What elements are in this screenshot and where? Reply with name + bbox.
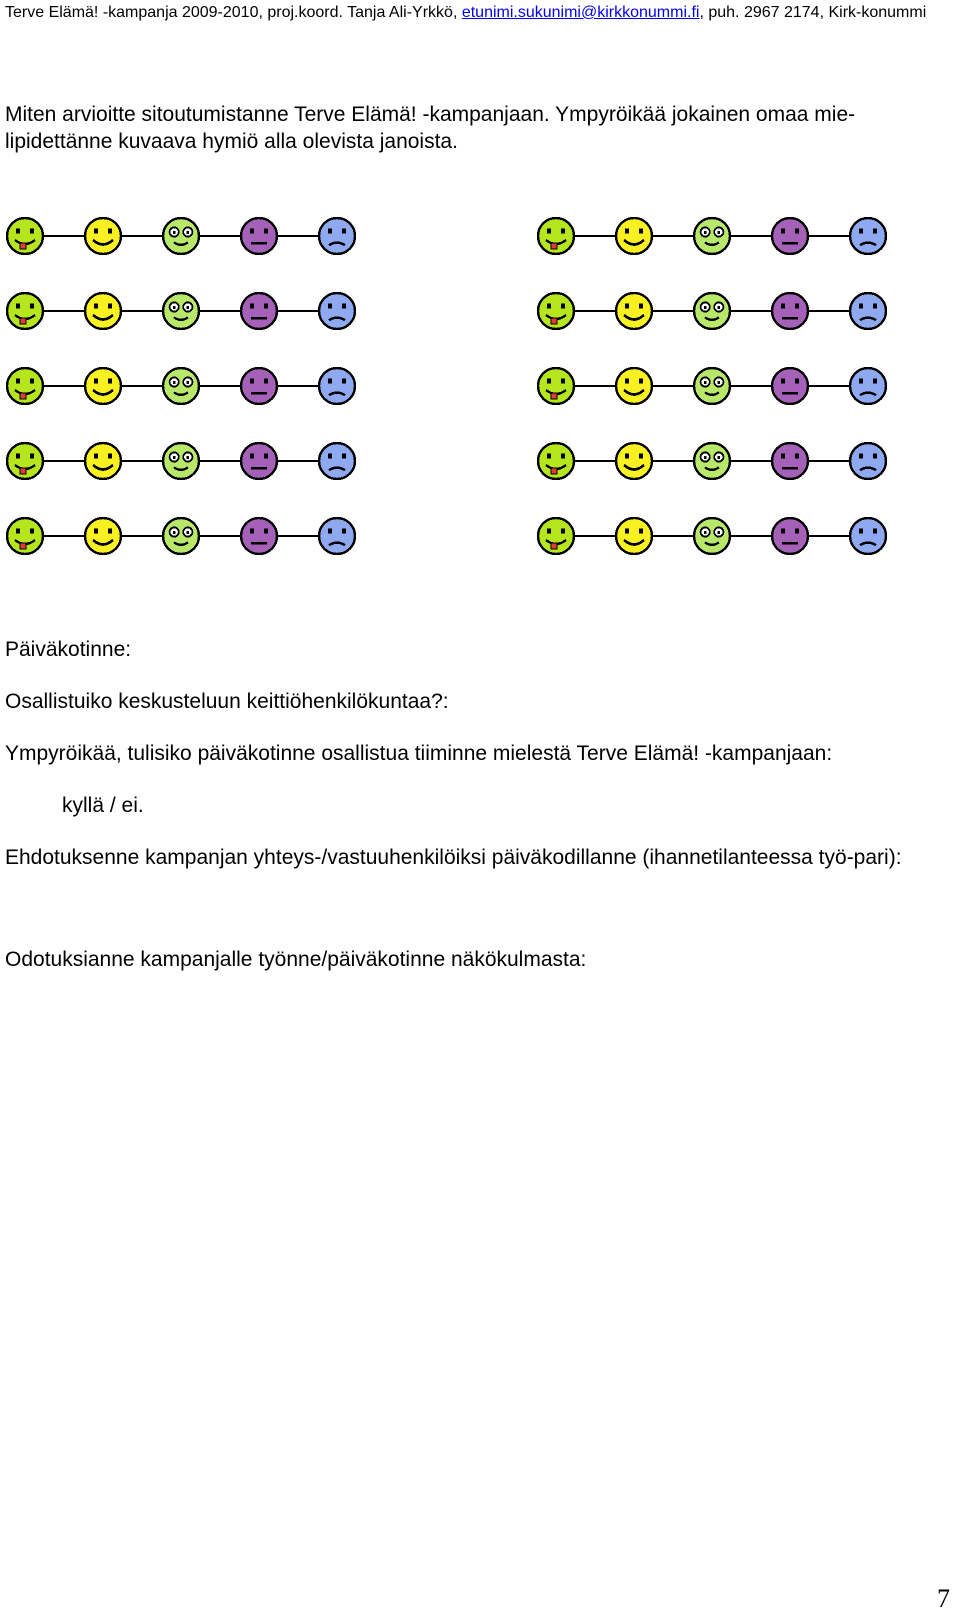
neutral-smiley-icon[interactable] — [239, 441, 279, 481]
glasses-smiley-icon[interactable] — [692, 216, 732, 256]
grin-smiley-icon[interactable] — [614, 366, 654, 406]
neutral-smiley-icon[interactable] — [239, 216, 279, 256]
neutral-smiley-icon[interactable] — [239, 516, 279, 556]
daycare-field: Päiväkotinne: — [5, 638, 132, 661]
page-number: 7 — [937, 1584, 950, 1613]
glasses-smiley-icon[interactable] — [692, 366, 732, 406]
glasses-smiley-icon[interactable] — [161, 441, 201, 481]
page-header — [5, 2, 935, 23]
grin-smiley-icon[interactable] — [83, 441, 123, 481]
glasses-smiley-icon[interactable] — [161, 366, 201, 406]
sad-smiley-icon[interactable] — [317, 291, 357, 331]
tongue-smiley-icon[interactable] — [5, 291, 45, 331]
participation-question: Ympyröikää, tulisiko päiväkotinne osallistua tiiminne mielestä Terve Elämä! -kampanjaan: — [5, 742, 833, 765]
sad-smiley-icon[interactable] — [317, 366, 357, 406]
tongue-smiley-icon[interactable] — [536, 516, 576, 556]
sad-smiley-icon[interactable] — [317, 216, 357, 256]
glasses-smiley-icon[interactable] — [692, 441, 732, 481]
grin-smiley-icon[interactable] — [83, 516, 123, 556]
neutral-smiley-icon[interactable] — [770, 516, 810, 556]
neutral-smiley-icon[interactable] — [770, 441, 810, 481]
grin-smiley-icon[interactable] — [614, 441, 654, 481]
grin-smiley-icon[interactable] — [83, 291, 123, 331]
sad-smiley-icon[interactable] — [317, 516, 357, 556]
grin-smiley-icon[interactable] — [614, 291, 654, 331]
neutral-smiley-icon[interactable] — [770, 291, 810, 331]
header-text: Terve Elämä! -kampanja 2009-2010, proj.koord. Tanja Ali-Yrkkö, — [5, 4, 462, 21]
email-link[interactable]: etunimi.sukunimi@kirkkonummi.fi — [461, 4, 700, 21]
expectations-question: Odotuksianne kampanjalle työnne/päiväkotinne näkökulmasta: — [5, 948, 587, 971]
tongue-smiley-icon[interactable] — [5, 366, 45, 406]
tongue-smiley-icon[interactable] — [5, 216, 45, 256]
neutral-smiley-icon[interactable] — [770, 366, 810, 406]
neutral-smiley-icon[interactable] — [239, 366, 279, 406]
glasses-smiley-icon[interactable] — [161, 516, 201, 556]
grin-smiley-icon[interactable] — [614, 516, 654, 556]
neutral-smiley-icon[interactable] — [239, 291, 279, 331]
tongue-smiley-icon[interactable] — [536, 216, 576, 256]
tongue-smiley-icon[interactable] — [5, 441, 45, 481]
sad-smiley-icon[interactable] — [848, 516, 888, 556]
tongue-smiley-icon[interactable] — [536, 441, 576, 481]
glasses-smiley-icon[interactable] — [161, 291, 201, 331]
sad-smiley-icon[interactable] — [848, 291, 888, 331]
header-phone: , puh. 2967 2174, Kirk-konummi — [699, 4, 927, 21]
glasses-smiley-icon[interactable] — [692, 291, 732, 331]
grin-smiley-icon[interactable] — [83, 216, 123, 256]
grin-smiley-icon[interactable] — [614, 216, 654, 256]
sad-smiley-icon[interactable] — [848, 441, 888, 481]
tongue-smiley-icon[interactable] — [536, 366, 576, 406]
neutral-smiley-icon[interactable] — [770, 216, 810, 256]
intro-question: Miten arvioitte sitoutumistanne Terve Elämä! -kampanjaan. Ympyröikää jokainen omaa mie-lipidettänne kuvaava hymiö alla olevista janoista. — [5, 103, 856, 153]
yes-no-answer[interactable]: kyllä / ei. — [62, 794, 144, 817]
contact-persons-question: Ehdotuksenne kampanjan yhteys-/vastuuhenkilöiksi päiväkodillanne (ihannetilanteessa työ-pari): — [5, 846, 902, 869]
kitchen-staff-question: Osallistuiko keskusteluun keittiöhenkilökuntaa?: — [5, 690, 449, 713]
sad-smiley-icon[interactable] — [317, 441, 357, 481]
tongue-smiley-icon[interactable] — [536, 291, 576, 331]
sad-smiley-icon[interactable] — [848, 216, 888, 256]
tongue-smiley-icon[interactable] — [5, 516, 45, 556]
sad-smiley-icon[interactable] — [848, 366, 888, 406]
glasses-smiley-icon[interactable] — [692, 516, 732, 556]
glasses-smiley-icon[interactable] — [161, 216, 201, 256]
grin-smiley-icon[interactable] — [83, 366, 123, 406]
